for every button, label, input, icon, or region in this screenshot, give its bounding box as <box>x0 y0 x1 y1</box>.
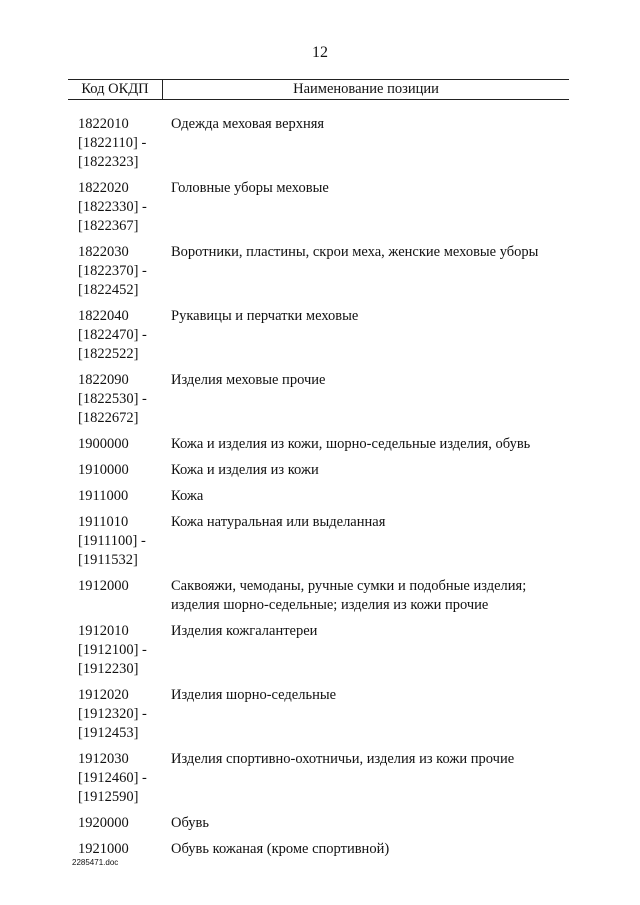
table-row <box>78 435 558 454</box>
table-row <box>78 750 558 807</box>
position-name: Одежда меховая верхняя <box>171 116 325 132</box>
okdp-code: 1912010 [1912100] - [1912230] <box>78 623 147 677</box>
okdp-code: 1822020 [1822330] - [1822367] <box>78 180 147 234</box>
table-row <box>78 371 558 428</box>
table-row <box>78 243 558 300</box>
position-name: Изделия кожгалантереи <box>171 623 318 639</box>
table-row <box>78 622 558 679</box>
table-row <box>78 115 558 172</box>
okdp-code: 1911000 <box>78 488 129 504</box>
table-row <box>78 513 558 570</box>
okdp-code: 1822030 [1822370] - [1822452] <box>78 244 147 298</box>
table-row <box>78 179 558 236</box>
okdp-code: 1921000 <box>78 841 129 857</box>
okdp-code: 1822010 [1822110] - [1822323] <box>78 116 147 170</box>
okdp-code: 1912020 [1912320] - [1912453] <box>78 687 147 741</box>
position-name: Саквояжи, чемоданы, ручные сумки и подобные изделия; изделия шорно-седельные; изделия из кожи прочие <box>171 578 527 613</box>
position-name: Кожа и изделия из кожи, шорно-седельные изделия, обувь <box>171 436 531 452</box>
position-name: Кожа и изделия из кожи <box>171 462 319 478</box>
table-body <box>78 115 558 866</box>
okdp-code: 1912030 [1912460] - [1912590] <box>78 751 147 805</box>
table-row <box>78 840 558 859</box>
table-row <box>78 487 558 506</box>
position-name: Изделия шорно-седельные <box>171 687 337 703</box>
position-name: Кожа натуральная или выделанная <box>171 514 386 530</box>
table-row <box>78 461 558 480</box>
position-name: Кожа <box>171 488 204 504</box>
position-name: Воротники, пластины, скрои меха, женские меховые уборы <box>171 244 539 260</box>
page-number: 12 <box>312 44 328 61</box>
position-name: Рукавицы и перчатки меховые <box>171 308 359 324</box>
okdp-code: 1910000 <box>78 462 129 478</box>
position-name: Обувь кожаная (кроме спортивной) <box>171 841 390 857</box>
table-row <box>78 577 558 615</box>
column-header-code: Код ОКДП <box>68 80 163 99</box>
position-name: Изделия меховые прочие <box>171 372 326 388</box>
okdp-code: 1920000 <box>78 815 129 831</box>
table-row <box>78 814 558 833</box>
position-name: Обувь <box>171 815 210 831</box>
okdp-code: 1822090 [1822530] - [1822672] <box>78 372 147 426</box>
position-name: Головные уборы меховые <box>171 180 329 196</box>
column-header-name: Наименование позиции <box>293 81 439 97</box>
position-name: Изделия спортивно-охотничьи, изделия из кожи прочие <box>171 751 515 767</box>
table-row <box>78 307 558 364</box>
document-filename: 2285471.doc <box>72 858 119 867</box>
okdp-code: 1912000 <box>78 578 129 594</box>
okdp-code: 1822040 [1822470] - [1822522] <box>78 308 147 362</box>
okdp-code: 1900000 <box>78 436 129 452</box>
okdp-code: 1911010 [1911100] - [1911532] <box>78 514 146 568</box>
table-header <box>68 79 569 100</box>
table-row <box>78 686 558 743</box>
